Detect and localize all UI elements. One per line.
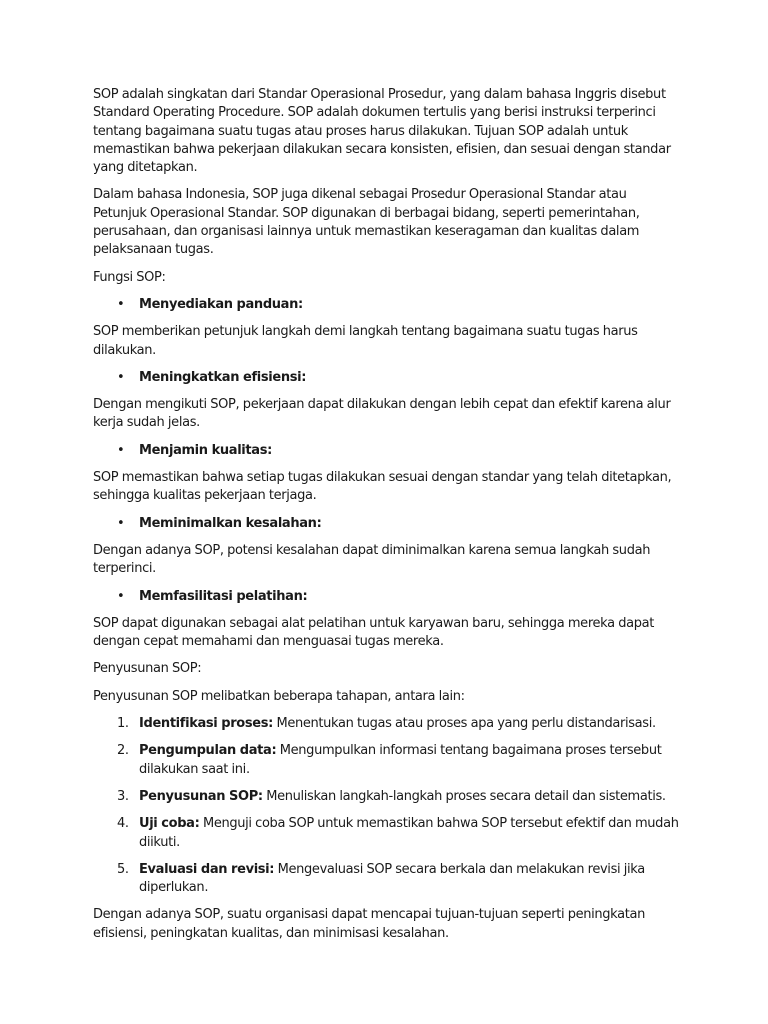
fungsi-item xyxy=(117,369,683,387)
fungsi-item-title: Meminimalkan kesalahan: xyxy=(139,515,322,531)
bullet-icon: • xyxy=(117,515,125,531)
step-item xyxy=(117,788,683,806)
fungsi-list-3 xyxy=(93,442,683,460)
fungsi-list-5 xyxy=(93,588,683,606)
bullet-icon: • xyxy=(117,442,125,458)
step-description: Menguji coba SOP untuk memastikan bahwa SOP tersebut efektif dan mudah diikuti. xyxy=(139,816,679,850)
step-item xyxy=(117,742,683,779)
step-item xyxy=(117,815,683,852)
fungsi-item-title: Menjamin kualitas: xyxy=(139,442,272,458)
penyusunan-heading: Penyusunan SOP: xyxy=(93,661,202,677)
fungsi-heading: Fungsi SOP: xyxy=(93,269,166,285)
bullet-icon: • xyxy=(117,588,125,604)
document-body xyxy=(93,86,683,952)
step-description: Mengevaluasi SOP secara berkala dan melakukan revisi jika diperlukan. xyxy=(139,861,645,896)
step-number: 2. xyxy=(117,743,129,759)
step-description: Menuliskan langkah-langkah proses secara detail dan sistematis. xyxy=(262,788,666,804)
step-number: 5. xyxy=(117,861,129,877)
fungsi-item-description: Dengan mengikuti SOP, pekerjaan dapat dilakukan dengan lebih cepat dan efektif karena alur kerja sudah jelas. xyxy=(93,397,671,431)
step-number: 4. xyxy=(117,816,129,832)
step-title: Pengumpulan data: xyxy=(139,743,277,759)
step-item xyxy=(117,715,683,733)
fungsi-item xyxy=(117,588,683,606)
fungsi-item-description: SOP memberikan petunjuk langkah demi langkah tentang bagaimana suatu tugas harus dilakukan. xyxy=(93,324,638,358)
step-title: Evaluasi dan revisi: xyxy=(139,861,275,877)
fungsi-list-2 xyxy=(93,369,683,387)
penyusunan-lead: Penyusunan SOP melibatkan beberapa tahapan, antara lain: xyxy=(93,688,465,704)
fungsi-list-1 xyxy=(93,296,683,314)
intro-paragraph-1: SOP adalah singkatan dari Standar Operasional Prosedur, yang dalam bahasa Inggris disebut Standard Operating Procedure. SOP adalah dokumen tertulis yang berisi instruksi terperinci tentang bagaimana suatu tugas atau proses harus dilakukan. Tujuan SOP adalah untuk memastikan bahwa pekerjaan dilakukan secara konsisten, efisien, dan sesuai dengan standar yang ditetapkan. xyxy=(93,87,671,176)
fungsi-item-description: Dengan adanya SOP, potensi kesalahan dapat diminimalkan karena semua langkah sudah terperinci. xyxy=(93,542,651,577)
bullet-icon: • xyxy=(117,296,125,312)
fungsi-item-title: Meningkatkan efisiensi: xyxy=(139,369,307,385)
step-number: 3. xyxy=(117,788,129,804)
step-title: Identifikasi proses: xyxy=(139,716,273,732)
fungsi-item xyxy=(117,296,683,314)
step-title: Uji coba: xyxy=(139,816,200,832)
fungsi-list-4 xyxy=(93,515,683,533)
bullet-icon: • xyxy=(117,369,125,385)
step-description: Menentukan tugas atau proses apa yang perlu distandarisasi. xyxy=(272,716,656,732)
fungsi-item-description: SOP memastikan bahwa setiap tugas dilakukan sesuai dengan standar yang telah ditetapkan, sehingga kualitas pekerjaan terjaga. xyxy=(93,470,672,504)
intro-paragraph-2: Dalam bahasa Indonesia, SOP juga dikenal sebagai Prosedur Operasional Standar atau Petunjuk Operasional Standar. SOP digunakan di berbagai bidang, seperti pemerintahan, perusahaan, dan organisasi lainnya untuk memastikan keseragaman dan kualitas dalam pelaksanaan tugas. xyxy=(93,187,640,258)
step-title: Penyusunan SOP: xyxy=(139,788,263,804)
closing-paragraph: Dengan adanya SOP, suatu organisasi dapat mencapai tujuan-tujuan seperti peningkatan efisiensi, peningkatan kualitas, dan minimisasi kesalahan. xyxy=(93,907,646,941)
penyusunan-steps xyxy=(93,715,683,897)
fungsi-item xyxy=(117,515,683,533)
fungsi-item-title: Menyediakan panduan: xyxy=(139,296,303,312)
step-number: 1. xyxy=(117,716,129,732)
step-description: Mengumpulkan informasi tentang bagaimana proses tersebut dilakukan saat ini. xyxy=(139,743,662,777)
fungsi-item xyxy=(117,442,683,460)
fungsi-item-title: Memfasilitasi pelatihan: xyxy=(139,588,308,604)
fungsi-item-description: SOP dapat digunakan sebagai alat pelatihan untuk karyawan baru, sehingga mereka dapat dengan cepat memahami dan menguasai tugas mereka. xyxy=(93,615,655,650)
step-item xyxy=(117,861,683,898)
